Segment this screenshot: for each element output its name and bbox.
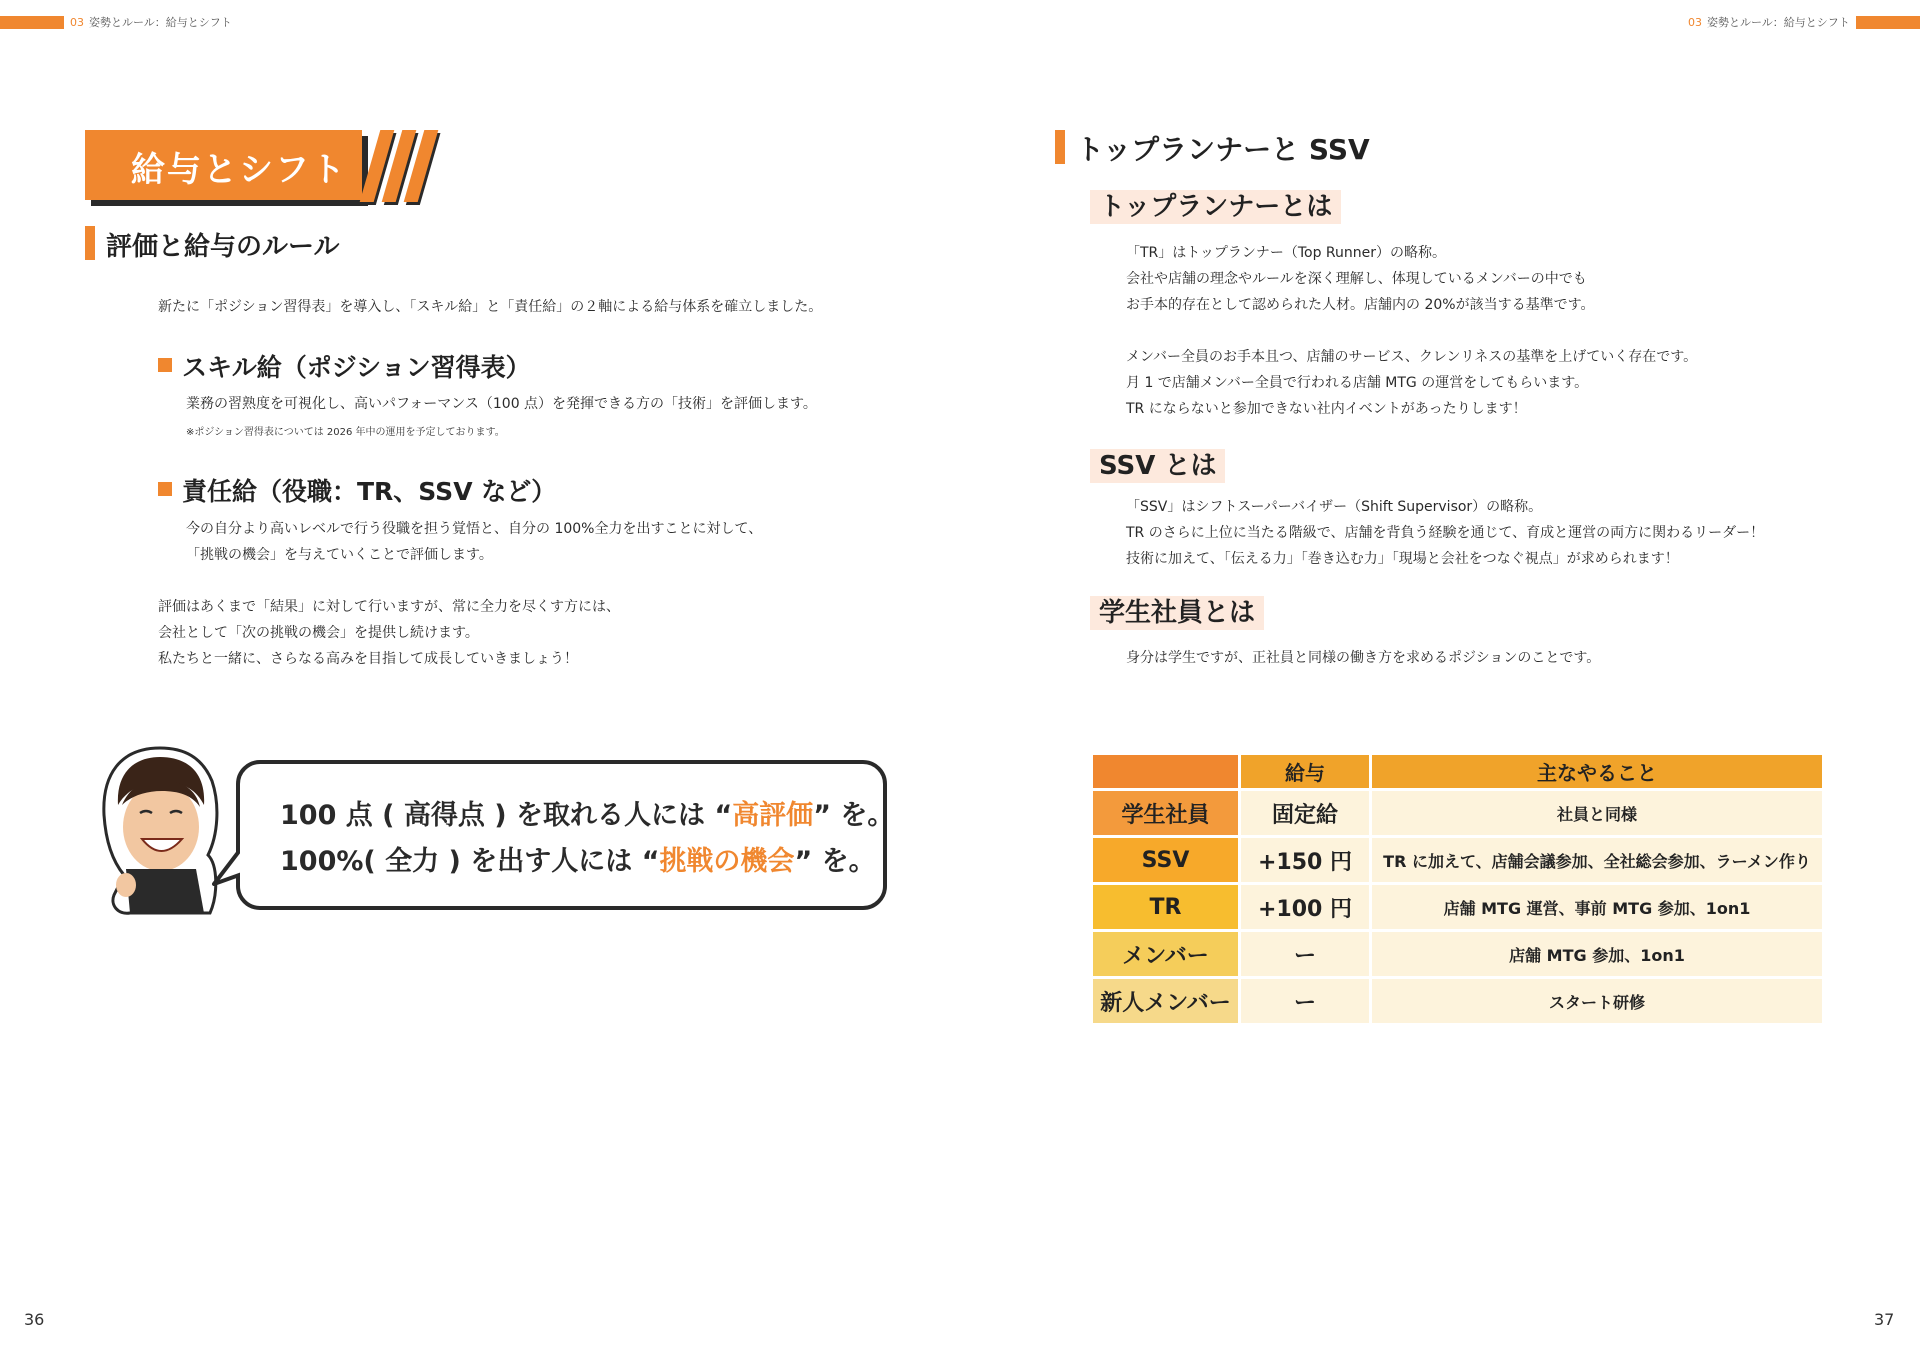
ssv-text: 技術に加えて、「伝える力」「巻き込む力」「現場と会社をつなぐ視点」が求められます！ (1126, 551, 1679, 567)
section-marker (1055, 130, 1065, 164)
section-marker (85, 226, 95, 260)
page-title: 給与とシフト (131, 150, 347, 190)
bubble-line-1: 100 点 ( 高得点 ) を取れる人には “高評価” を。 (280, 800, 895, 831)
table-row (1093, 791, 1822, 835)
bubble-line-2: 100%( 全力 ) を出す人には “挑戦の機会” を。 (280, 846, 876, 877)
ssv-text: 「SSV」はシフトスーパーバイザー（Shift Supervisor）の略称。 (1126, 499, 1543, 515)
tr-heading-highlight (1090, 190, 1341, 224)
tr-heading: トップランナーとは (1099, 192, 1333, 222)
intro-text: 新たに「ポジション習得表」を導入し、「スキル給」と「責任給」の２軸による給与体系を確立しました。 (158, 299, 823, 315)
student-heading: 学生社員とは (1099, 598, 1256, 628)
title-banner (85, 130, 362, 200)
skill-pay-heading: スキル給（ポジション習得表） (182, 353, 531, 382)
duty-pay-heading: 責任給（役職：TR、SSV など） (182, 477, 557, 506)
pay-cell: +100 円 (1241, 885, 1369, 929)
header-accent-bar-left (0, 16, 64, 29)
pay-cell: +150 円 (1241, 838, 1369, 882)
running-header-right: 03 姿勢とルール：給与とシフト (1688, 16, 1850, 29)
salary-table (1090, 752, 1825, 1026)
table-row (1093, 979, 1822, 1023)
speech-bubble (236, 760, 895, 910)
student-text: 身分は学生ですが、正社員と同様の働き方を求めるポジションのことです。 (1126, 650, 1601, 666)
duty-cell: TR に加えて、店舗会議参加、全社総会参加、ラーメン作り (1372, 838, 1822, 882)
bullet-square (158, 482, 172, 496)
section-title-rules: 評価と給与のルール (106, 232, 340, 262)
closing-text: 私たちと一緒に、さらなる高みを目指して成長していきましょう！ (158, 651, 578, 667)
section-title-tr-ssv: トップランナーと SSV (1076, 133, 1370, 166)
skill-pay-text: 業務の習熟度を可視化し、高いパフォーマンス（100 点）を発揮できる方の「技術」を評価します。 (186, 396, 817, 412)
closing-text: 評価はあくまで「結果」に対して行いますが、常に全力を尽くす方には、 (158, 599, 620, 615)
role-cell: TR (1093, 885, 1238, 929)
bullet-square (158, 358, 172, 372)
table-row (1093, 838, 1822, 882)
tr-text: お手本的存在として認められた人材。店舗内の 20%が該当する基準です。 (1126, 297, 1595, 313)
closing-text: 会社として「次の挑戦の機会」を提供し続けます。 (158, 625, 479, 641)
table-header-cell: 主なやること (1372, 755, 1822, 788)
header-accent-bar-right (1856, 16, 1920, 29)
duty-cell: 社員と同様 (1372, 791, 1822, 835)
ssv-heading: SSV とは (1099, 451, 1217, 481)
table-header-row (1093, 755, 1822, 788)
tr-text: 会社や店舗の理念やルールを深く理解し、体現しているメンバーの中でも (1126, 271, 1587, 287)
tr-text: 月 1 で店舗メンバー全員で行われる店舗 MTG の運営をしてもらいます。 (1126, 375, 1589, 391)
pay-cell: ー (1241, 979, 1369, 1023)
duty-cell: スタート研修 (1372, 979, 1822, 1023)
role-cell: 新人メンバー (1093, 979, 1238, 1023)
role-cell: メンバー (1093, 932, 1238, 976)
duty-pay-text: 「挑戦の機会」を与えていくことで評価します。 (186, 547, 493, 563)
ssv-text: TR のさらに上位に当たる階級で、店舗を背負う経験を通じて、育成と運営の両方に関わるリーダー！ (1126, 525, 1765, 541)
table-row (1093, 885, 1822, 929)
page-number-right: 37 (1874, 1310, 1895, 1329)
table-header-cell (1093, 755, 1238, 788)
pay-cell: ー (1241, 932, 1369, 976)
bubble-tail (212, 848, 246, 890)
role-cell: 学生社員 (1093, 791, 1238, 835)
running-header-left: 03 姿勢とルール：給与とシフト (70, 16, 232, 29)
student-heading-highlight (1090, 596, 1264, 630)
tr-text: メンバー全員のお手本且つ、店舗のサービス、クレンリネスの基準を上げていく存在です。 (1126, 349, 1698, 365)
avatar (100, 745, 222, 917)
duty-cell: 店舗 MTG 運営、事前 MTG 参加、1on1 (1372, 885, 1822, 929)
skill-pay-note: ※ポジション習得表については 2026 年中の運用を予定しております。 (186, 427, 505, 438)
tr-text: TR にならないと参加できない社内イベントがあったりします！ (1126, 401, 1527, 417)
page-number-left: 36 (24, 1310, 45, 1329)
role-cell: SSV (1093, 838, 1238, 882)
pay-cell: 固定給 (1241, 791, 1369, 835)
table-header-cell: 給与 (1241, 755, 1369, 788)
tr-text: 「TR」はトップランナー（Top Runner）の略称。 (1126, 245, 1447, 261)
ssv-heading-highlight (1090, 449, 1225, 483)
table-row (1093, 932, 1822, 976)
duty-pay-text: 今の自分より高いレベルで行う役職を担う覚悟と、自分の 100%全力を出すことに対して、 (186, 521, 763, 537)
duty-cell: 店舗 MTG 参加、1on1 (1372, 932, 1822, 976)
